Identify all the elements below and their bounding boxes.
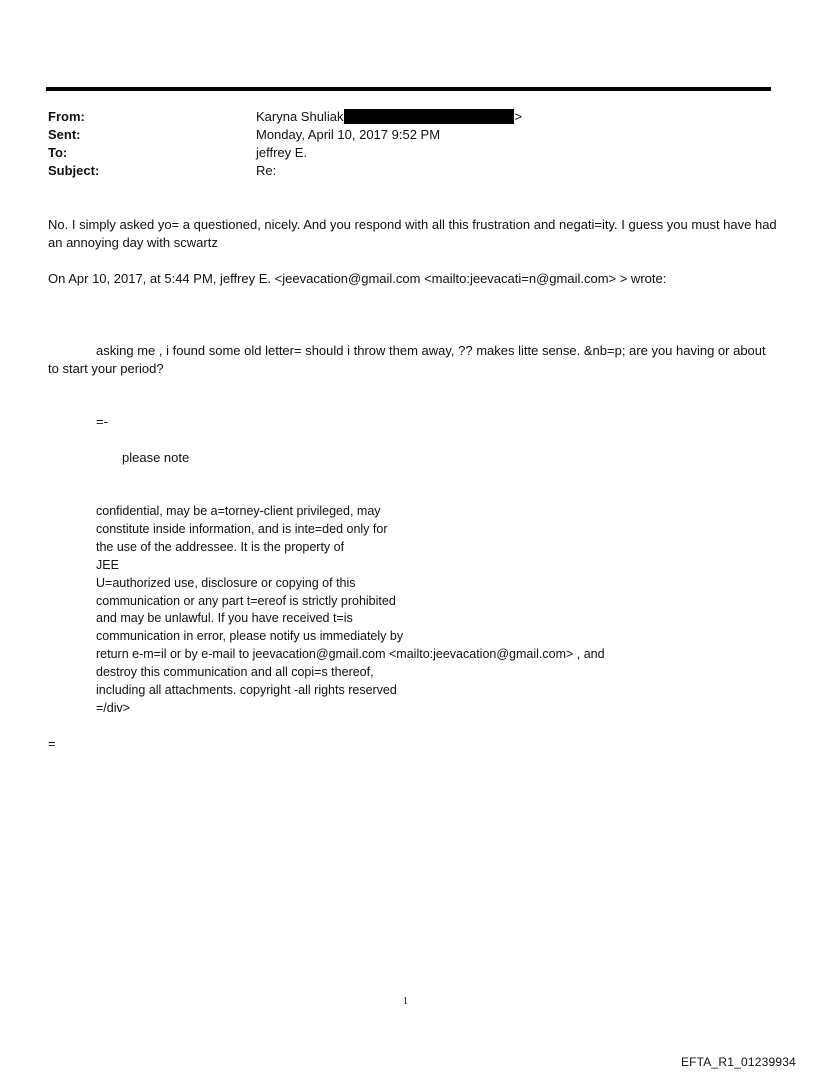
marker-text: =- [96,414,108,429]
disclaimer-line: the use of the addressee. It is the property of [96,539,345,554]
disclaimer-line: communication in error, please notify us immediately by [96,629,404,644]
disclaimer-line: communication or any part t=ereof is strictly prohibited [96,593,396,608]
disclaimer-line: destroy this communication and all copi=s thereof, [96,665,374,680]
document-id: EFTA_R1_01239934 [680,1055,796,1069]
subject-value: Re: [256,163,277,178]
disclaimer-line: confidential, may be a=torney-client privileged, may [96,504,381,518]
disclaimer-block [96,503,605,718]
quote-intro: On Apr 10, 2017, at 5:44 PM, jeffrey E. <jeevacation@gmail.com <mailto:jeevacati=n@gmail.com> > wrote: [48,271,667,286]
quoted-message: asking me , i found some old letter= should i throw them away, ?? makes litte sense. &nb=p; are you having or about to start your period? [48,343,766,376]
disclaimer-line: JEE [96,557,119,572]
header-rule [46,87,771,91]
to-value: jeffrey E. [256,145,308,160]
please-note-text: please note [122,450,190,465]
subject-label: Subject: [48,163,100,178]
sent-value: Monday, April 10, 2017 9:52 PM [256,127,441,142]
disclaimer-line: including all attachments. copyright -all rights reserved [96,683,397,698]
disclaimer-line: U=authorized use, disclosure or copying of this [96,575,356,590]
disclaimer-line: constitute inside information, and is inte=ded only for [96,521,388,536]
reply-text: No. I simply asked yo= a questioned, nicely. And you respond with all this frustration and negati=ity. I guess you must have had an annoying day with scwartz [48,217,777,250]
from-value [256,109,522,124]
disclaimer-line: =/div> [96,700,131,715]
sent-label: Sent: [48,127,81,142]
sender-name: Karyna Shuliak [256,109,344,124]
end-marker: = [48,736,56,751]
from-label: From: [48,109,85,124]
page-number: 1 [403,996,408,1007]
redaction-block [344,109,514,124]
from-suffix: > [514,109,523,124]
to-label: To: [48,145,68,160]
disclaimer-line: and may be unlawful. If you have received t=is [96,611,353,626]
disclaimer-line: return e-m=il or by e-mail to jeevacation@gmail.com <mailto:jeevacation@gmail.com> , and [96,647,605,662]
